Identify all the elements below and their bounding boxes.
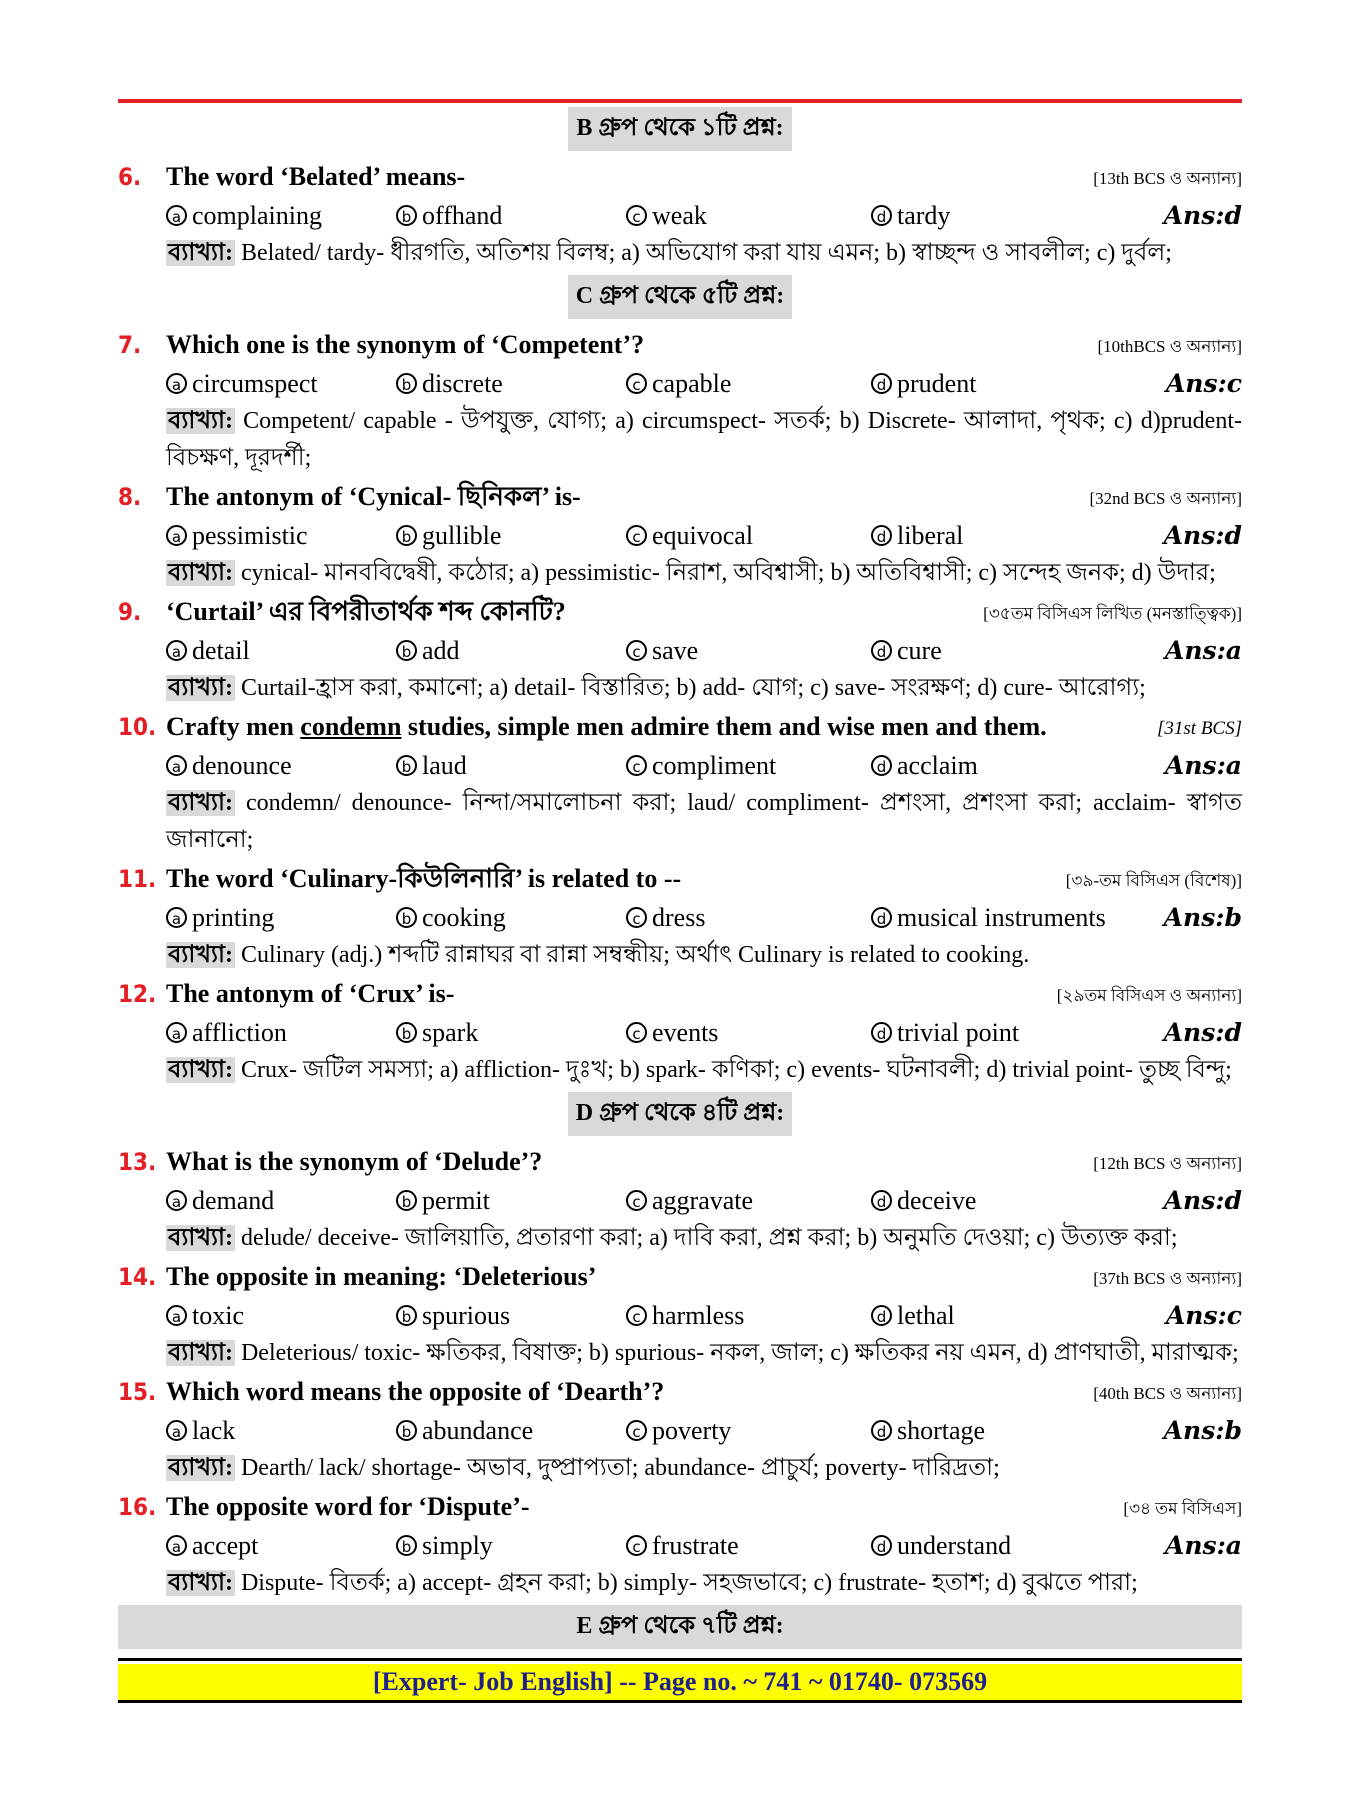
option-a[interactable] xyxy=(166,197,322,235)
question-item xyxy=(118,157,1242,272)
explanation xyxy=(118,785,1242,859)
option-marker-icon: a xyxy=(166,907,187,928)
options-row xyxy=(118,1014,1242,1052)
group-heading-label: B গ্রুপ থেকে ১টি প্রশ্ন: xyxy=(568,107,791,151)
explanation-label: ব্যাখ্যা: xyxy=(168,1455,233,1481)
option-marker-icon: c xyxy=(626,373,647,394)
question-line xyxy=(118,157,1242,197)
question-text: The opposite word for ‘Dispute’- xyxy=(166,1492,530,1521)
option-b[interactable] xyxy=(396,517,501,555)
option-text: spurious xyxy=(422,1301,511,1330)
explanation xyxy=(118,937,1242,974)
explanation-text: Belated/ tardy- ধীরগতি, অতিশয় বিলম্ব; a) অভিযোগ করা যায় এমন; b) স্বাচ্ছন্দ ও সাবলীল; c) দুর্বল; xyxy=(234,240,1172,266)
question-source: [৩৫তম বিসিএস লিখিত (মনস্তাত্ত্বিক)] xyxy=(983,604,1242,623)
question-number: 14. xyxy=(118,1263,157,1291)
option-c[interactable] xyxy=(626,1297,744,1335)
option-marker-icon: a xyxy=(166,755,187,776)
option-marker-icon: d xyxy=(871,640,892,661)
option-c[interactable] xyxy=(626,899,705,937)
group-heading xyxy=(118,107,1242,151)
question-text xyxy=(166,707,1047,747)
explanation-text: Deleterious/ toxic- ক্ষতিকর, বিষাক্ত; b) spurious- নকল, জাল; c) ক্ষতিকর নয় এমন, d) প্রাণঘাতী, মারাত্মক; xyxy=(234,1340,1239,1366)
option-marker-icon: b xyxy=(396,907,417,928)
options-row xyxy=(118,197,1242,235)
option-marker-icon: d xyxy=(871,907,892,928)
question-source: [32nd BCS ও অন্যান্য] xyxy=(1089,489,1242,508)
option-text: capable xyxy=(652,369,732,398)
option-d[interactable] xyxy=(871,1412,985,1450)
option-text: musical instruments xyxy=(897,903,1106,932)
explanation-label: ব্যাখ্যা: xyxy=(168,240,233,266)
explanation-text: Dearth/ lack/ shortage- অভাব, দুষ্প্রাপ্যতা; abundance- প্রাচুর্য; poverty- দারিদ্রতা; xyxy=(234,1455,1000,1481)
question-source: [31st BCS] xyxy=(1157,718,1242,739)
option-marker-icon: d xyxy=(871,1190,892,1211)
option-a[interactable] xyxy=(166,632,250,670)
option-b[interactable] xyxy=(396,1182,490,1220)
question-text: ‘Curtail’ এর বিপরীতার্থক শব্দ কোনটি? xyxy=(166,597,566,626)
option-text: events xyxy=(652,1018,719,1047)
group-heading xyxy=(118,1605,1242,1649)
option-text: demand xyxy=(192,1186,275,1215)
options-row xyxy=(118,1297,1242,1335)
option-marker-icon: d xyxy=(871,1022,892,1043)
option-text: simply xyxy=(422,1531,493,1560)
option-text: abundance xyxy=(422,1416,534,1445)
explanation-text: Curtail-হ্রাস করা, কমানো; a) detail- বিস্তারিত; b) add- যোগ; c) save- সংরক্ষণ; d) cure- আরোগ্য; xyxy=(234,675,1146,701)
option-marker-icon: b xyxy=(396,1420,417,1441)
option-marker-icon: a xyxy=(166,373,187,394)
explanation xyxy=(118,1220,1242,1257)
option-marker-icon: a xyxy=(166,1022,187,1043)
explanation xyxy=(118,670,1242,707)
option-c[interactable] xyxy=(626,197,707,235)
explanation-label: ব্যাখ্যা: xyxy=(168,1225,233,1251)
option-d[interactable] xyxy=(871,365,976,403)
option-c[interactable] xyxy=(626,747,776,785)
option-c[interactable] xyxy=(626,365,731,403)
option-marker-icon: d xyxy=(871,205,892,226)
option-text: cure xyxy=(897,636,942,665)
question-item xyxy=(118,1487,1242,1602)
explanation xyxy=(118,1565,1242,1602)
option-d[interactable] xyxy=(871,1297,955,1335)
question-text: Which word means the opposite of ‘Dearth’? xyxy=(166,1377,665,1406)
option-marker-icon: b xyxy=(396,755,417,776)
option-text: weak xyxy=(652,201,707,230)
option-text: frustrate xyxy=(652,1531,739,1560)
explanation xyxy=(118,555,1242,592)
explanation-label: ব্যাখ্যা: xyxy=(168,560,233,586)
option-text: acclaim xyxy=(897,751,978,780)
option-a[interactable] xyxy=(166,1182,274,1220)
underlined-word: condemn xyxy=(300,712,402,741)
option-b[interactable] xyxy=(396,197,502,235)
option-marker-icon: d xyxy=(871,1535,892,1556)
explanation-text: Crux- জটিল সমস্যা; a) affliction- দুঃখ; b) spark- কণিকা; c) events- ঘটনাবলী; d) trivial point- তুচ্ছ বিন্দু; xyxy=(234,1057,1232,1083)
options-row xyxy=(118,747,1242,785)
explanation xyxy=(118,1335,1242,1372)
option-text: detail xyxy=(192,636,250,665)
question-item xyxy=(118,1142,1242,1257)
option-text: lethal xyxy=(897,1301,955,1330)
question-source: [২৯তম বিসিএস ও অন্যান্য] xyxy=(1056,986,1242,1005)
answer-key: Ans:a xyxy=(1164,1531,1242,1560)
option-marker-icon: a xyxy=(166,1535,187,1556)
option-c[interactable] xyxy=(626,1412,731,1450)
option-b[interactable] xyxy=(396,1297,510,1335)
options-row xyxy=(118,899,1242,937)
answer-key: Ans:c xyxy=(1165,1301,1242,1330)
answer-key: Ans:a xyxy=(1164,751,1242,780)
option-marker-icon: a xyxy=(166,525,187,546)
answer-key: Ans:d xyxy=(1163,1186,1242,1215)
answer-key: Ans:b xyxy=(1163,903,1242,932)
option-text: aggravate xyxy=(652,1186,754,1215)
option-text: dress xyxy=(652,903,706,932)
option-text: spark xyxy=(422,1018,479,1047)
option-text: compliment xyxy=(652,751,777,780)
question-source: [10thBCS ও অন্যান্য] xyxy=(1097,337,1242,356)
answer-key: Ans:d xyxy=(1163,201,1242,230)
options-row xyxy=(118,1182,1242,1220)
question-line xyxy=(118,707,1242,747)
question-page xyxy=(118,104,1242,1655)
option-text: permit xyxy=(422,1186,490,1215)
explanation xyxy=(118,403,1242,477)
option-text: liberal xyxy=(897,521,964,550)
question-source: [৩৪ তম বিসিএস] xyxy=(1123,1499,1242,1518)
options-row xyxy=(118,1412,1242,1450)
question-source: [13th BCS ও অন্যান্য] xyxy=(1093,169,1242,188)
question-number: 16. xyxy=(118,1493,157,1521)
question-number: 7. xyxy=(118,331,142,359)
option-marker-icon: b xyxy=(396,1190,417,1211)
option-b[interactable] xyxy=(396,365,503,403)
explanation-text: delude/ deceive- জালিয়াতি, প্রতারণা করা; a) দাবি করা, প্রশ্ন করা; b) অনুমতি দেওয়া; c) উত্যক্ত করা; xyxy=(234,1225,1178,1251)
option-marker-icon: c xyxy=(626,755,647,776)
option-marker-icon: c xyxy=(626,1190,647,1211)
question-item xyxy=(118,592,1242,707)
option-marker-icon: c xyxy=(626,1535,647,1556)
question-source: [40th BCS ও অন্যান্য] xyxy=(1093,1384,1242,1403)
question-item xyxy=(118,477,1242,592)
option-text: gullible xyxy=(422,521,502,550)
explanation-text: condemn/ denounce- নিন্দা/সমালোচনা করা; laud/ compliment- প্রশংসা, প্রশংসা করা; acclaim- স্বাগত জানানো; xyxy=(166,790,1242,853)
option-marker-icon: c xyxy=(626,205,647,226)
explanation-text: Competent/ capable - উপযুক্ত, যোগ্য; a) circumspect- সতর্ক; b) Discrete- আলাদা, পৃথক; c) d)prudent- বিচক্ষণ, দূরদর্শী; xyxy=(166,408,1242,471)
question-source: [37th BCS ও অন্যান্য] xyxy=(1093,1269,1242,1288)
option-marker-icon: b xyxy=(396,525,417,546)
option-d[interactable] xyxy=(871,1014,1019,1052)
option-text: pessimistic xyxy=(192,521,308,550)
options-row xyxy=(118,632,1242,670)
question-number: 11. xyxy=(118,865,157,893)
option-text: trivial point xyxy=(897,1018,1020,1047)
question-number: 15. xyxy=(118,1378,157,1406)
question-line xyxy=(118,325,1242,365)
option-text: accept xyxy=(192,1531,259,1560)
option-c[interactable] xyxy=(626,517,753,555)
question-source: [12th BCS ও অন্যান্য] xyxy=(1093,1154,1242,1173)
option-b[interactable] xyxy=(396,1412,533,1450)
option-d[interactable] xyxy=(871,632,942,670)
explanation-label: ব্যাখ্যা: xyxy=(168,790,233,816)
explanation xyxy=(118,235,1242,272)
question-line xyxy=(118,592,1242,632)
option-a[interactable] xyxy=(166,899,274,937)
answer-key: Ans:a xyxy=(1164,636,1242,665)
answer-key: Ans:b xyxy=(1163,1416,1242,1445)
question-text: The word ‘Culinary-কিউলিনারি’ is related to -- xyxy=(166,864,682,893)
explanation-label: ব্যাখ্যা: xyxy=(168,1340,233,1366)
explanation-label: ব্যাখ্যা: xyxy=(168,942,233,968)
option-c[interactable] xyxy=(626,1527,739,1565)
option-d[interactable] xyxy=(871,517,963,555)
option-marker-icon: c xyxy=(626,525,647,546)
option-marker-icon: b xyxy=(396,205,417,226)
option-d[interactable] xyxy=(871,197,950,235)
option-text: denounce xyxy=(192,751,292,780)
question-text: The opposite in meaning: ‘Deleterious’ xyxy=(166,1262,597,1291)
group-heading xyxy=(118,1092,1242,1136)
option-text: offhand xyxy=(422,201,503,230)
option-b[interactable] xyxy=(396,632,460,670)
option-text: harmless xyxy=(652,1301,745,1330)
option-marker-icon: b xyxy=(396,1305,417,1326)
option-marker-icon: a xyxy=(166,205,187,226)
option-a[interactable] xyxy=(166,1412,235,1450)
option-marker-icon: a xyxy=(166,1305,187,1326)
question-number: 9. xyxy=(118,598,142,626)
option-a[interactable] xyxy=(166,1014,287,1052)
question-text-start: Crafty men xyxy=(166,712,301,741)
option-a[interactable] xyxy=(166,1527,258,1565)
option-b[interactable] xyxy=(396,747,467,785)
group-heading-label: E গ্রুপ থেকে ৭টি প্রশ্ন: xyxy=(118,1605,1242,1649)
explanation xyxy=(118,1052,1242,1089)
options-row xyxy=(118,1527,1242,1565)
option-marker-icon: b xyxy=(396,1535,417,1556)
explanation-text: cynical- মানববিদ্বেষী, কঠোর; a) pessimistic- নিরাশ, অবিশ্বাসী; b) অতিবিশ্বাসী; c) সন্দেহ জনক; d) উদার; xyxy=(234,560,1216,586)
option-b[interactable] xyxy=(396,899,506,937)
question-line xyxy=(118,1487,1242,1527)
option-marker-icon: d xyxy=(871,755,892,776)
question-line xyxy=(118,1142,1242,1182)
option-a[interactable] xyxy=(166,517,308,555)
option-d[interactable] xyxy=(871,1527,1011,1565)
option-c[interactable] xyxy=(626,1014,718,1052)
explanation-label: ব্যাখ্যা: xyxy=(168,1057,233,1083)
question-item xyxy=(118,1372,1242,1487)
question-text: The antonym of ‘Crux’ is- xyxy=(166,979,455,1008)
option-marker-icon: d xyxy=(871,525,892,546)
page-footer: [Expert- Job English] -- Page no. ~ 741 ~ 01740- 073569 xyxy=(118,1664,1242,1703)
option-text: equivocal xyxy=(652,521,754,550)
question-line xyxy=(118,859,1242,899)
option-marker-icon: d xyxy=(871,1420,892,1441)
option-marker-icon: c xyxy=(626,1420,647,1441)
question-number: 13. xyxy=(118,1148,157,1176)
top-rule xyxy=(118,99,1242,103)
option-c[interactable] xyxy=(626,1182,753,1220)
option-text: prudent xyxy=(897,369,977,398)
option-text: poverty xyxy=(652,1416,732,1445)
option-marker-icon: a xyxy=(166,1420,187,1441)
options-row xyxy=(118,517,1242,555)
option-text: printing xyxy=(192,903,275,932)
explanation xyxy=(118,1450,1242,1487)
option-marker-icon: a xyxy=(166,640,187,661)
option-marker-icon: c xyxy=(626,1305,647,1326)
question-item xyxy=(118,1257,1242,1372)
question-line xyxy=(118,1372,1242,1412)
question-number: 8. xyxy=(118,483,142,511)
question-item xyxy=(118,859,1242,974)
option-text: add xyxy=(422,636,460,665)
option-a[interactable] xyxy=(166,747,292,785)
option-b[interactable] xyxy=(396,1527,493,1565)
question-line xyxy=(118,974,1242,1014)
question-text: The antonym of ‘Cynical- ছিনিকল’ is- xyxy=(166,482,581,511)
answer-key: Ans:c xyxy=(1165,369,1242,398)
option-text: toxic xyxy=(192,1301,244,1330)
option-marker-icon: c xyxy=(626,1022,647,1043)
question-line xyxy=(118,477,1242,517)
question-number: 12. xyxy=(118,980,157,1008)
option-marker-icon: b xyxy=(396,1022,417,1043)
question-line xyxy=(118,1257,1242,1297)
question-source: [৩৯-তম বিসিএস (বিশেষ)] xyxy=(1065,871,1242,890)
group-heading-label: C গ্রুপ থেকে ৫টি প্রশ্ন: xyxy=(568,275,793,319)
option-text: understand xyxy=(897,1531,1012,1560)
answer-key: Ans:d xyxy=(1163,521,1242,550)
option-d[interactable] xyxy=(871,747,978,785)
option-b[interactable] xyxy=(396,1014,478,1052)
option-marker-icon: d xyxy=(871,373,892,394)
answer-key: Ans:d xyxy=(1163,1018,1242,1047)
option-text: laud xyxy=(422,751,467,780)
option-text: save xyxy=(652,636,699,665)
option-d[interactable] xyxy=(871,899,1106,937)
explanation-label: ব্যাখ্যা: xyxy=(168,1570,233,1596)
option-marker-icon: c xyxy=(626,640,647,661)
option-marker-icon: b xyxy=(396,640,417,661)
option-text: tardy xyxy=(897,201,951,230)
option-marker-icon: a xyxy=(166,1190,187,1211)
group-heading xyxy=(118,275,1242,319)
option-c[interactable] xyxy=(626,632,698,670)
option-d[interactable] xyxy=(871,1182,976,1220)
option-marker-icon: d xyxy=(871,1305,892,1326)
explanation-text: Dispute- বিতর্ক; a) accept- গ্রহন করা; b) simply- সহজভাবে; c) frustrate- হতাশ; d) বুঝতে পারা; xyxy=(234,1570,1138,1596)
footer-rule xyxy=(118,1658,1242,1661)
question-item xyxy=(118,325,1242,477)
question-item xyxy=(118,974,1242,1089)
options-row xyxy=(118,365,1242,403)
explanation-label: ব্যাখ্যা: xyxy=(168,408,233,434)
question-number: 6. xyxy=(118,163,142,191)
option-marker-icon: c xyxy=(626,907,647,928)
option-text: shortage xyxy=(897,1416,986,1445)
explanation-text: Culinary (adj.) শব্দটি রান্নাঘর বা রান্না সম্বন্ধীয়; অর্থাৎ Culinary is related to cooking. xyxy=(234,942,1030,968)
question-text: What is the synonym of ‘Delude’? xyxy=(166,1147,543,1176)
question-number: 10. xyxy=(118,713,157,741)
option-a[interactable] xyxy=(166,365,318,403)
explanation-label: ব্যাখ্যা: xyxy=(168,675,233,701)
option-text: discrete xyxy=(422,369,503,398)
option-text: lack xyxy=(192,1416,236,1445)
option-text: affliction xyxy=(192,1018,287,1047)
option-text: circumspect xyxy=(192,369,318,398)
question-text: Which one is the synonym of ‘Competent’? xyxy=(166,330,645,359)
question-text-end: studies, simple men admire them and wise men and them. xyxy=(401,712,1047,741)
option-a[interactable] xyxy=(166,1297,244,1335)
group-heading-label: D গ্রুপ থেকে ৪টি প্রশ্ন: xyxy=(568,1092,793,1136)
option-text: cooking xyxy=(422,903,506,932)
option-marker-icon: b xyxy=(396,373,417,394)
option-text: deceive xyxy=(897,1186,977,1215)
question-text: The word ‘Belated’ means- xyxy=(166,162,466,191)
question-item xyxy=(118,707,1242,859)
option-text: complaining xyxy=(192,201,322,230)
